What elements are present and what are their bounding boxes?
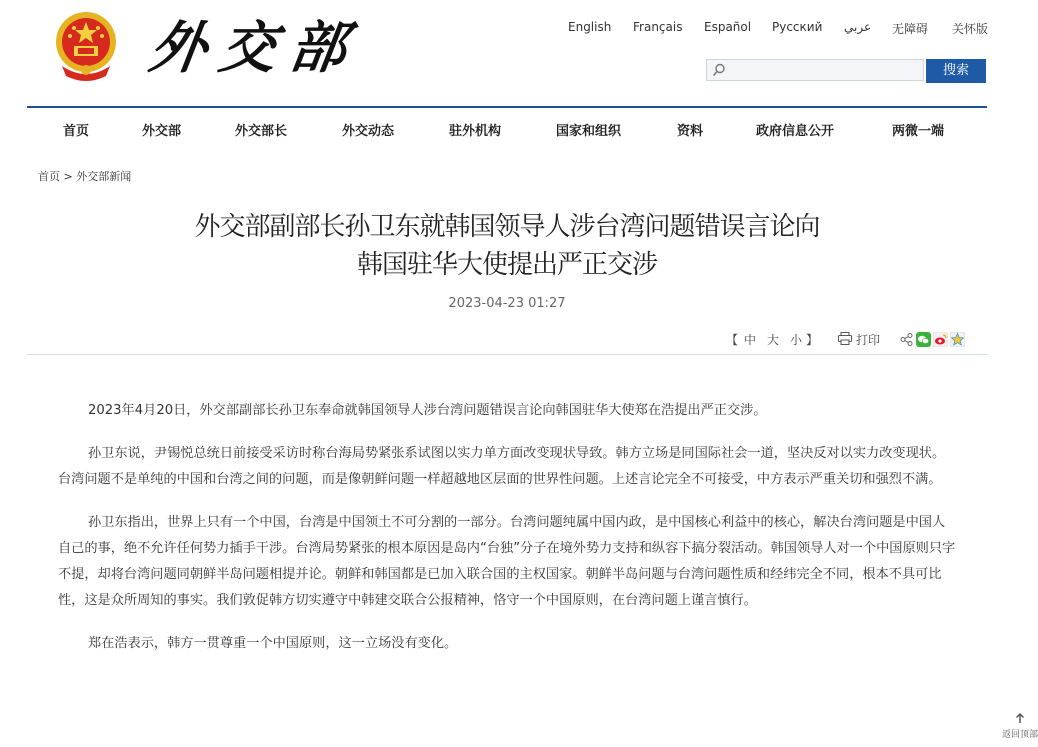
back-to-top-label: 返回顶部 [1002,730,1038,740]
nav-item-social-media[interactable]: 两微一端 [892,124,945,139]
nav-item-government-info[interactable]: 政府信息公开 [756,124,835,139]
wechat-share-icon[interactable] [916,332,931,350]
qzone-share-icon[interactable] [950,332,965,350]
font-size-small[interactable]: 小 [790,333,803,347]
content-divider [27,354,987,355]
search-input[interactable] [706,59,924,81]
nav-item-resources[interactable]: 资料 [677,124,704,139]
breadcrumb-section-link[interactable]: 外交部新闻 [76,170,132,183]
breadcrumb-separator: > [63,170,73,183]
article-paragraph: 郑在浩表示，韩方一贯尊重一个中国原则，这一立场没有变化。 [88,636,458,651]
language-links [560,20,990,36]
print-link[interactable]: 打印 [856,333,881,347]
nav-item-home[interactable]: 首页 [63,124,90,139]
article-paragraph: 孙卫东说，尹锡悦总统日前接受采访时称台海局势紧张系试图以实力单方面改变现状导致。韩方立场是同国际社会一道，坚决反对以实力改变现状。台湾问题不是单纯的中国和台湾之间的问题，而是像朝鲜问题一样超越地区层面的世界性问题。上述言论完全不可接受，中方表示严重关切和强烈不满。 [58,446,946,487]
font-size-medium[interactable]: 中 [744,333,757,347]
breadcrumb [38,168,131,184]
article-tools [720,331,990,349]
nav-item-minister[interactable]: 外交部长 [235,124,288,139]
breadcrumb-home-link[interactable]: 首页 [38,170,60,183]
print-icon[interactable] [838,332,852,348]
article-date: 2023-04-23 01:27 [448,296,566,311]
arrow-up-icon [1014,712,1026,724]
search-icon [711,62,727,78]
font-size-large[interactable]: 大 [767,333,780,347]
site-logo-text[interactable]: 外交部 [145,15,365,81]
font-size-bracket-close: 】 [806,333,819,347]
lang-french-link[interactable]: Français [633,20,683,34]
lang-english-link[interactable]: English [568,20,612,34]
weibo-share-icon[interactable] [933,332,948,350]
font-size-bracket-open: 【 [726,333,739,347]
lang-spanish-link[interactable]: Español [704,20,752,34]
nav-item-ministry[interactable]: 外交部 [142,124,182,139]
lang-arabic-link[interactable]: عربي [844,20,872,34]
article-title-line-2: 韩国驻华大使提出严正交涉 [356,250,657,280]
search-button[interactable]: 搜索 [926,59,986,83]
care-mode-link[interactable]: 关怀版 [952,22,989,36]
nav-item-missions-abroad[interactable]: 驻外机构 [449,124,502,139]
article-title-line-1: 外交部副部长孙卫东就韩国领导人涉台湾问题错误言论向 [194,212,820,242]
share-icon[interactable] [900,333,913,349]
accessibility-link[interactable]: 无障碍 [892,22,929,36]
article-body [58,398,956,674]
article-paragraph: 2023年4月20日，外交部副部长孙卫东奉命就韩国领导人涉台湾问题错误言论向韩国驻华大使郑在浩提出严正交涉。 [88,403,767,418]
nav-item-diplomatic-news[interactable]: 外交动态 [342,124,395,139]
nav-item-countries-organizations[interactable]: 国家和组织 [556,124,622,139]
national-emblem-logo[interactable] [52,6,120,82]
article-paragraph: 孙卫东指出，世界上只有一个中国，台湾是中国领土不可分割的一部分。台湾问题纯属中国内政，是中国核心利益中的核心，解决台湾问题是中国人自己的事，绝不允许任何势力插手干涉。台湾局势紧张的根本原因是岛内“台独”分子在境外势力支持和纵容下搞分裂活动。韩国领导人对一个中国原则只字不提，却将台湾问题同朝鲜半岛问题相提并论。朝鲜和韩国都是已加入联合国的主权国家。朝鲜半岛问题与台湾问题性质和经纬完全不同，根本不具可比性，这是众所周知的事实。我们敦促韩方切实遵守中韩建交联合公报精神，恪守一个中国原则，在台湾问题上谨言慎行。 [58,515,956,608]
lang-russian-link[interactable]: Русский [772,20,823,34]
main-nav [27,108,987,148]
back-to-top-button[interactable] [1002,712,1038,740]
